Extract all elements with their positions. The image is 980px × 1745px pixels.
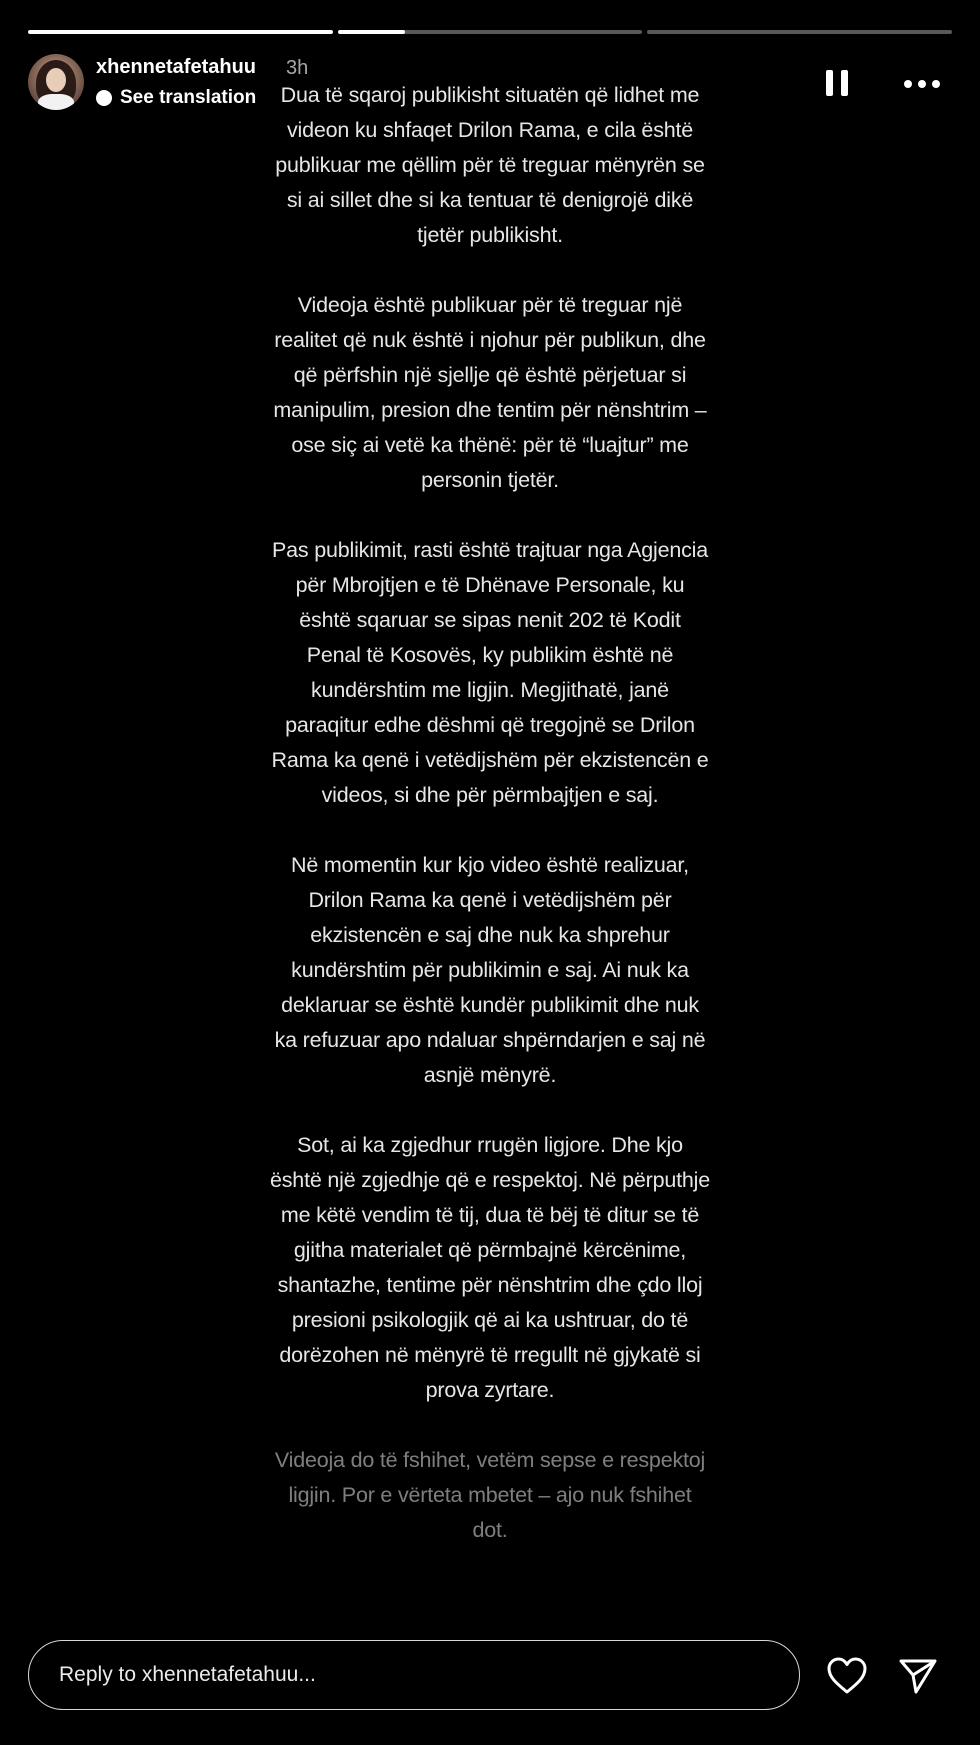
more-icon[interactable] (904, 80, 940, 88)
progress-fill (28, 30, 333, 34)
avatar[interactable] (28, 54, 84, 110)
story-paragraph: Në momentin kur kjo video është realizuar, Drilon Rama ka qenë i vetëdijshëm për ekzistencën e saj dhe nuk ka shprehur kundërshtim për publikimin e saj. Ai nuk ka deklaruar se është kundër publikimit dhe nuk ka refuzuar apo ndaluar shpërndarjen e saj në asnjë mënyrë. (274, 853, 706, 1087)
pause-icon[interactable] (826, 70, 848, 96)
reply-input[interactable] (28, 1640, 800, 1710)
story-paragraph: Videoja është publikuar për të treguar një realitet që nuk është i njohur për publikun, dhe që përfshin një sjellje që është përjetuar si manipulim, presion dhe tentim për nënshtrim – ose siç ai vetë ka thënë: për të “luajtur” me personin tjetër. (273, 293, 707, 492)
post-time: 3h (286, 57, 309, 79)
progress-segment (647, 30, 952, 34)
story-paragraph: Dua të sqaroj publikisht situatën që lidhet me videon ku shfaqet Drilon Rama, e cila është publikuar me qëllim për të treguar mënyrën se si ai sillet dhe si ka tentuar të denigrojë dikë tjetër publikisht. (275, 83, 705, 247)
story-text (270, 78, 710, 1583)
story-paragraph: Pas publikimit, rasti është trajtuar nga Agjencia për Mbrojtjen e të Dhënave Personale, ku është sqaruar se sipas nenit 202 të Kodit Penal të Kosovës, ky publikim është në kundërshtim me ligjin. Megjithatë, janë paraqitur edhe dëshmi që tregojnë se Drilon Rama ka qenë i vetëdijshëm për ekzistencën e videos, si dhe për përmbajtjen e saj. (271, 538, 709, 807)
see-translation-label: See translation (120, 87, 257, 108)
progress-segment (338, 30, 643, 34)
progress-segment (28, 30, 333, 34)
username[interactable]: xhennetafetahuu (96, 56, 257, 78)
progress-fill (338, 30, 405, 34)
story-paragraph: Sot, ai ka zgjedhur rrugën ligjore. Dhe kjo është një zgjedhje që e respektoj. Në përputhje me këtë vendim të tij, dua të bëj të ditur se të gjitha materialet që përmbajnë kërcënime, shantazhe, tentime për nënshtrim dhe çdo lloj presioni psikologjik që ai ka ushtruar, do të dorëzohen në mënyrë të rregullt në gjykatë si prova zyrtare. (270, 1133, 711, 1402)
translate-icon (96, 90, 112, 106)
story-progress-bar (28, 30, 952, 34)
heart-icon[interactable] (826, 1656, 868, 1696)
see-translation-button[interactable] (96, 87, 256, 109)
send-icon[interactable] (898, 1656, 938, 1696)
story-paragraph: Videoja do të fshihet, vetëm sepse e respektoj ligjin. Por e vërteta mbetet – ajo nuk fshihet dot. (274, 1448, 706, 1542)
